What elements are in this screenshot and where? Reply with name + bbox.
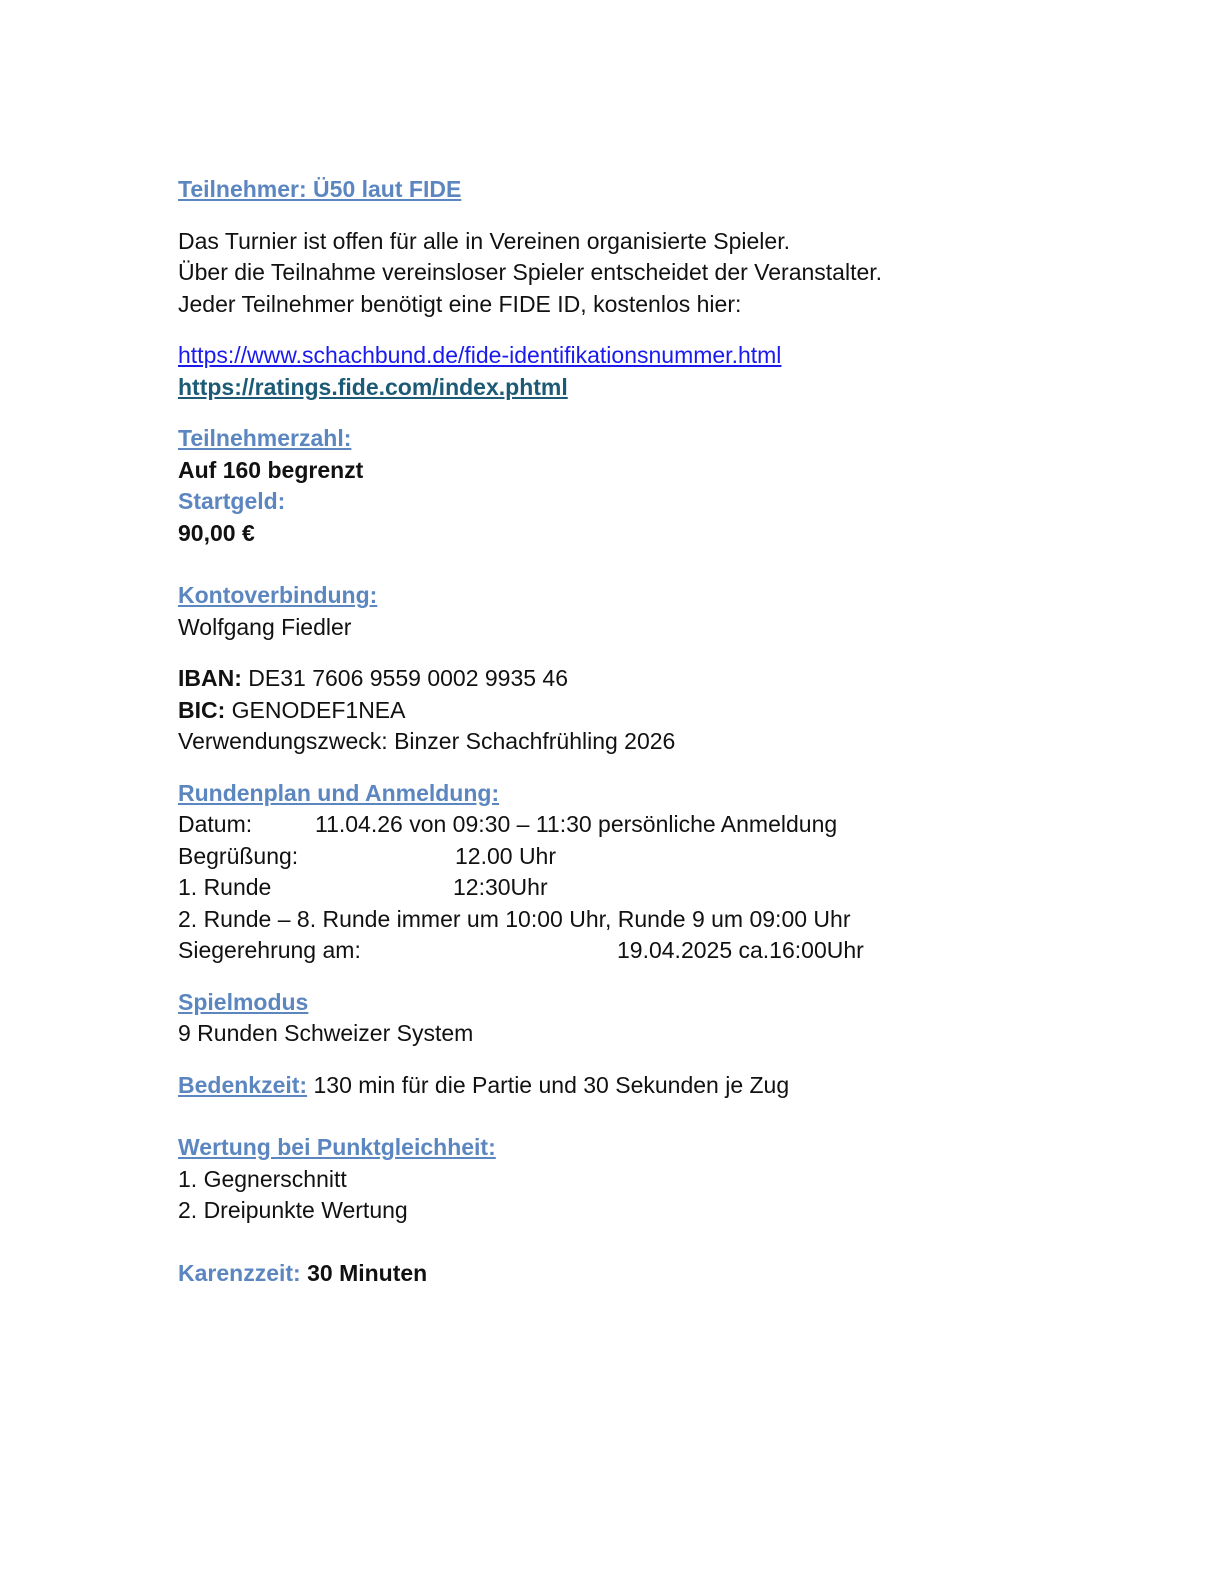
bank-heading: Kontoverbindung: bbox=[178, 582, 378, 608]
schedule-value: 19.04.2025 ca.16:00Uhr bbox=[617, 937, 864, 963]
account-holder: Wolfgang Fiedler bbox=[178, 613, 352, 640]
game-mode-value: 9 Runden Schweizer System bbox=[178, 1020, 474, 1046]
schedule-value: 12:30Uhr bbox=[453, 874, 548, 900]
schedule-heading: Rundenplan und Anmeldung: bbox=[178, 779, 500, 806]
participant-count-value: Auf 160 begrenzt bbox=[178, 456, 364, 483]
entry-fee-heading: Startgeld: bbox=[178, 488, 286, 514]
schedule-row bbox=[178, 872, 1158, 904]
tiebreak-heading: Wertung bei Punktgleichheit: bbox=[178, 1134, 496, 1160]
bic-label: BIC: bbox=[178, 696, 226, 723]
participants-text-line: Jeder Teilnehmer benötigt eine FIDE ID, kostenlos hier: bbox=[178, 290, 742, 317]
schedule-row bbox=[178, 935, 1158, 967]
schachbund-link[interactable]: https://www.schachbund.de/fide-identifikationsnummer.html bbox=[178, 342, 782, 368]
time-control-value: 130 min für die Partie und 30 Sekunden je Zug bbox=[307, 1071, 790, 1098]
participants-section bbox=[178, 174, 1158, 206]
fide-ratings-link[interactable]: https://ratings.fide.com/index.phtml bbox=[178, 373, 568, 400]
document-page bbox=[178, 174, 1158, 1289]
grace-period-line bbox=[178, 1258, 1158, 1290]
bic-line bbox=[178, 695, 1158, 727]
participant-count-heading: Teilnehmerzahl: bbox=[178, 425, 352, 451]
time-control-heading: Bedenkzeit: bbox=[178, 1071, 308, 1098]
schedule-label: 1. Runde bbox=[178, 874, 272, 900]
grace-period-heading: Karenzzeit: bbox=[178, 1259, 301, 1286]
time-control-line bbox=[178, 1070, 1158, 1102]
participants-text-line: Über die Teilnahme vereinsloser Spieler entscheidet der Veranstalter. bbox=[178, 259, 883, 285]
iban-value: DE31 7606 9559 0002 9935 46 bbox=[241, 665, 569, 691]
schedule-label: Siegerehrung am: bbox=[178, 937, 361, 963]
entry-fee-value: 90,00 € bbox=[178, 519, 255, 546]
schedule-row bbox=[178, 904, 1158, 936]
schedule-value: 11.04.26 von 09:30 – 11:30 persönliche Anmeldung bbox=[315, 811, 838, 837]
game-mode-heading: Spielmodus bbox=[178, 988, 309, 1015]
tiebreak-item: 2. Dreipunkte Wertung bbox=[178, 1197, 408, 1223]
grace-period-value: 30 Minuten bbox=[300, 1259, 428, 1286]
tiebreak-item: 1. Gegnerschnitt bbox=[178, 1165, 347, 1192]
schedule-label: 2. Runde – 8. Runde immer um 10:00 Uhr, Runde 9 um 09:00 Uhr bbox=[178, 905, 851, 932]
bic-value: GENODEF1NEA bbox=[225, 696, 406, 723]
payment-purpose: Verwendungszweck: Binzer Schachfrühling 2026 bbox=[178, 728, 676, 754]
schedule-label: Begrüßung: bbox=[178, 842, 299, 869]
iban-line bbox=[178, 663, 1158, 695]
iban-label: IBAN: bbox=[178, 665, 242, 691]
schedule-label: Datum: bbox=[178, 811, 253, 837]
schedule-row bbox=[178, 809, 1158, 841]
schedule-value: 12.00 Uhr bbox=[455, 842, 557, 869]
schedule-row bbox=[178, 841, 1158, 873]
participants-text-line: Das Turnier ist offen für alle in Vereinen organisierte Spieler. bbox=[178, 227, 790, 254]
participants-heading: Teilnehmer: Ü50 laut FIDE bbox=[178, 176, 462, 202]
